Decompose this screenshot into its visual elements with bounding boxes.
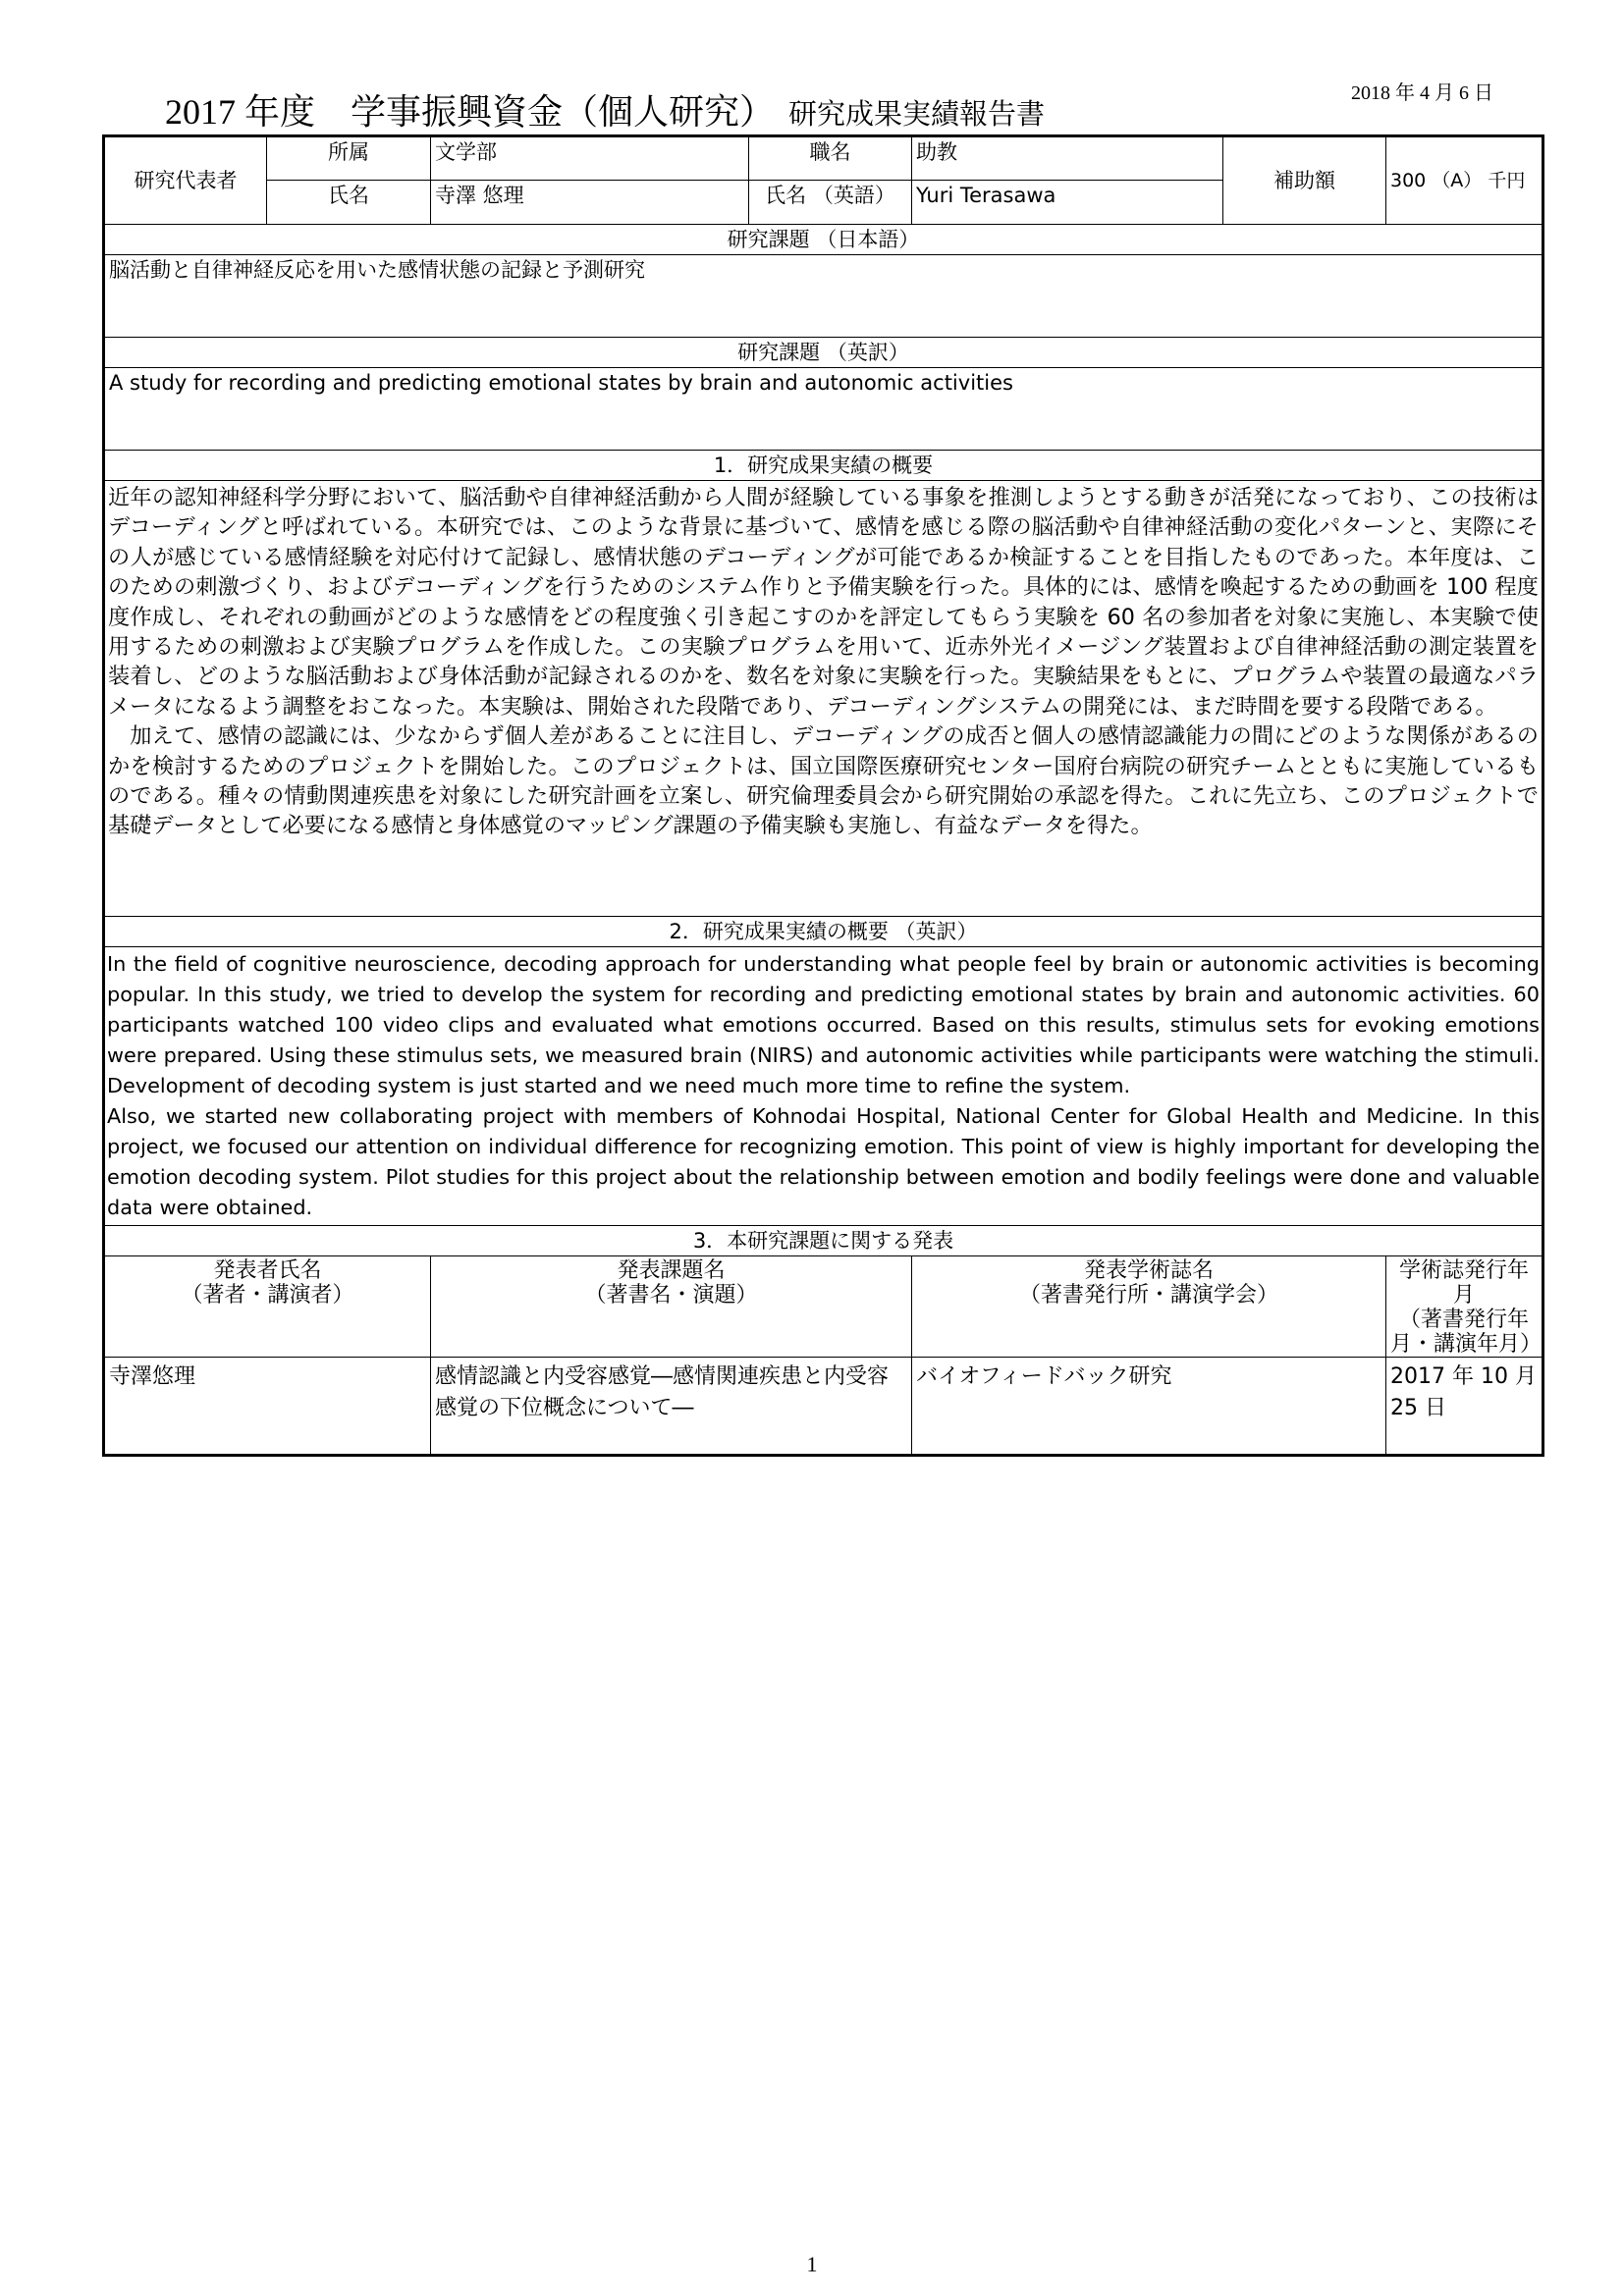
page-title [165,84,1045,134]
pub-journal: バイオフィードバック研究 [912,1358,1386,1456]
pub-col-journal [912,1256,1386,1358]
pub-col-date-line2: （著書発行年月・講演年月） [1390,1308,1543,1357]
affiliation-label: 所属 [267,136,431,181]
pub-col-author [104,1256,431,1358]
name-label: 氏名 [267,181,431,225]
pub-author: 寺澤悠理 [104,1358,431,1456]
grant-label: 補助額 [1223,136,1386,225]
pub-col-author-line1: 発表者氏名 [213,1258,322,1283]
position-value: 助教 [912,136,1223,181]
representative-label: 研究代表者 [104,136,267,225]
summary-jp-header: 1．研究成果実績の概要 [104,451,1543,481]
pub-col-journal-line2: （著書発行所・講演学会） [1018,1283,1278,1308]
name-value: 寺澤 悠理 [431,181,749,225]
title-en-header: 研究課題 （英訳） [104,338,1543,368]
table-row [104,1358,1543,1456]
name-en-value: Yuri Terasawa [912,181,1223,225]
report-table [102,134,1544,1457]
pub-col-date [1386,1256,1543,1358]
pub-col-journal-line1: 発表学術誌名 [1083,1258,1214,1283]
summary-jp-paragraph-2: 加えて、感情の認識には、少なからず個人差があることに注目し、デコーディングの成否と個人の感情認識能力の間にどのような関係があるのかを検討するためのプロジェクトを開始した。このプロジェクトは、国立国際医療研究センター国府台病院の研究チームとともに実施しているものである。種々の情動関連疾患を対象にした研究計画を立案し、研究倫理委員会から研究開始の承認を得た。これに先立ち、このプロジェクトで基礎データとして必要になる感情と身体感覚のマッピング課題の予備実験も実施し、有益なデータを得た。 [108,723,1539,839]
summary-jp-paragraph-1: 近年の認知神経科学分野において、脳活動や自律神経活動から人間が経験している事象を推測しようとする動きが活発になっており、この技術はデコーディングと呼ばれている。本研究では、このような背景に基づいて、感情を感じる際の脳活動や自律神経活動の変化パターンと、実際にその人が感じている感情経験を対応付けて記録し、感情状態のデコーディングが可能であるか検証することを目指したものであった。本年度は、このための刺激づくり、およびデコーディングを行うためのシステム作りと予備実験を行った。具体的には、感情を喚起するための動画を 100 程度度作成し、それぞれの動画がどのような感情をどの程度強く引き起こすのかを評定してもらう実験を 60 名の参加者を対象に実施し、本実験で使用するための刺激および実験プログラムを作成した。この実験プログラムを用いて、近赤外光イメージング装置および自律神経活動の測定装置を装着し、どのような脳活動および身体活動が記録されるのかを、数名を対象に実験を行った。実験結果をもとに、プログラムや装置の最適なパラメータになるよう調整をおこなった。本実験は、開始された段階であり、デコーディングシステムの開発には、まだ時間を要する段階である。 [108,485,1539,720]
pub-col-title [431,1256,912,1358]
summary-jp-body [104,481,1543,917]
pub-col-title-line1: 発表課題名 [617,1258,726,1283]
report-date: 2018 年 4 月 6 日 [1351,82,1493,104]
title-jp-value: 脳活動と自律神経反応を用いた感情状態の記録と予測研究 [104,255,1543,338]
summary-en-paragraph-2: Also, we started new collaborating project with members of Kohnodai Hospital, National Center for Global Health and Medicine. In this project, we focused our attention on individual difference for recognizing emotion. This point of view is highly important for developing the emotion decoding system. Pilot studies for this project about the relationship between emotion and bodily feelings were done and valuable data were obtained. [107,1104,1540,1219]
affiliation-value: 文学部 [431,136,749,181]
name-en-label: 氏名 （英語） [749,181,912,225]
title-sub: 研究成果実績報告書 [788,99,1046,131]
summary-en-body [104,947,1543,1226]
title-main: 2017 年度 学事振興資金（個人研究） [165,92,776,132]
summary-en-paragraph-1: In the field of cognitive neuroscience, decoding approach for understanding what people feel by brain or autonomic activities is becoming popular. In this study, we tried to develop the system for recording and predicting emotional states by brain and autonomic activities. 60 participants watched 100 video clips and evaluated what emotions occurred. Based on this results, stimulus sets for evoking emotions were prepared. Using these stimulus sets, we measured brain (NIRS) and autonomic activities while participants were watching the stimuli. Development of decoding system is just started and we need much more time to refine the system. [107,952,1540,1097]
pub-col-title-line2: （著書名・演題） [584,1283,758,1308]
title-en-value: A study for recording and predicting emotional states by brain and autonomic activities [104,368,1543,451]
pub-date: 2017 年 10 月 25 日 [1386,1358,1543,1456]
summary-en-header: 2．研究成果実績の概要 （英訳） [104,917,1543,947]
grant-value: 300 （A） 千円 [1386,136,1543,225]
pub-title: 感情認識と内受容感覚―感情関連疾患と内受容感覚の下位概念について― [431,1358,912,1456]
position-label: 職名 [749,136,912,181]
pub-col-author-line2: （著者・講演者） [181,1283,354,1308]
publications-header: 3．本研究課題に関する発表 [104,1226,1543,1256]
pub-col-date-line1: 学術誌発行年月 [1398,1258,1529,1308]
title-jp-header: 研究課題 （日本語） [104,225,1543,255]
page-number: 1 [806,2252,818,2276]
